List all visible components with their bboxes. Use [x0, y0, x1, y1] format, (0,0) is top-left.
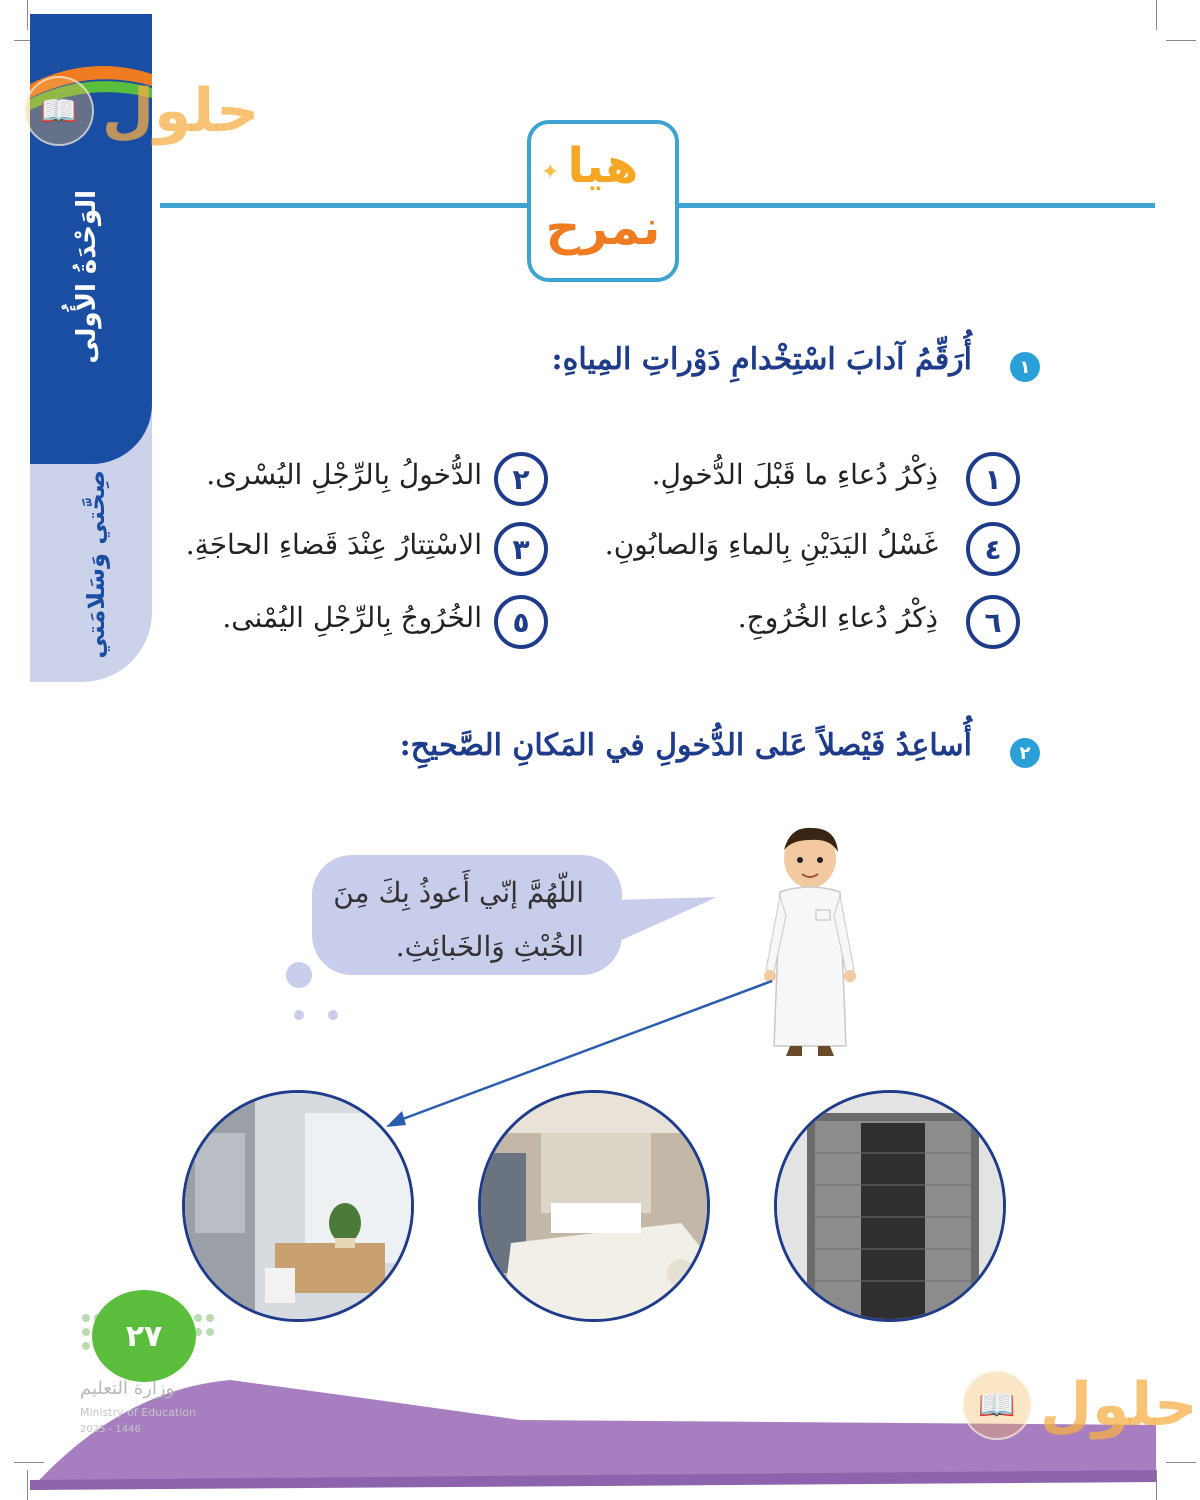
item-text: ذِكْرُ دُعاءِ ما قَبْلَ الدُّخولِ. [651, 458, 938, 491]
item-number-box[interactable]: ٦ [966, 595, 1020, 649]
bubble-line: اللّهُمَّ إنّي أَعوذُ بِكَ مِنَ [333, 876, 584, 909]
item-number-box[interactable]: ٤ [966, 522, 1020, 576]
item-text: الاسْتِتارُ عِنْدَ قَضاءِ الحاجَةِ. [185, 528, 482, 561]
unit-label: الوَحْدَةُ الأُولى [72, 190, 102, 364]
page-number-badge: ٢٧ [92, 1290, 196, 1382]
question-number: ١ [1010, 352, 1040, 382]
logo-word: حلول [1040, 1370, 1198, 1440]
question-number: ٢ [1010, 738, 1040, 768]
crop-mark [1166, 40, 1196, 41]
item-number-box[interactable]: ١ [966, 452, 1020, 506]
item-number-box[interactable]: ٢ [494, 452, 548, 506]
ministry-name-ar: وزارة التعليم [80, 1378, 175, 1399]
question-text: أُساعِدُ فَيْصلاً عَلى الدُّخولِ في المَكانِ الصَّحيحِ: [399, 728, 972, 763]
bathroom-photo[interactable] [182, 1090, 414, 1322]
bubble-dot [294, 1010, 304, 1020]
watermark-logo [962, 1370, 1197, 1440]
book-icon: 📖 [962, 1370, 1032, 1440]
logo-word: حلول [102, 76, 260, 146]
book-icon: 📖 [24, 76, 94, 146]
topic-label: صِحَّتي وَسَلامَتي [82, 470, 110, 659]
item-text: ذِكْرُ دُعاءِ الخُرُوجِ. [737, 601, 938, 634]
ministry-year: 2025 - 1446 [80, 1424, 141, 1435]
bubble-line: الخُبْثِ وَالخَبائِثِ. [395, 930, 584, 963]
crop-mark [27, 0, 28, 30]
item-text: الدُّخولُ بِالرِّجْلِ اليُسْرى. [206, 458, 482, 491]
item-text: الخُرُوجُ بِالرِّجْلِ اليُمْنى. [222, 601, 482, 634]
ministry-name-en: Ministry of Education [80, 1406, 197, 1419]
bedroom-photo[interactable] [478, 1090, 710, 1322]
question-text: أُرَقِّمُ آدابَ اسْتِخْدامِ دَوْراتِ المِياهِ: [551, 342, 972, 377]
activity-badge [527, 120, 679, 282]
item-number-box[interactable]: ٣ [494, 522, 548, 576]
item-text: غَسْلُ اليَدَيْنِ بِالماءِ وَالصابُونِ. [604, 528, 938, 561]
bubble-dot [286, 962, 312, 988]
badge-line1: هيا [567, 138, 639, 194]
badge-line2: نمرح [545, 200, 661, 256]
watermark-logo [24, 76, 259, 146]
door-photo[interactable] [774, 1090, 1006, 1322]
item-number-box[interactable]: ٥ [494, 595, 548, 649]
bubble-dot [328, 1010, 338, 1020]
crop-mark [1156, 0, 1157, 30]
star-icon: ✦ [541, 160, 560, 185]
